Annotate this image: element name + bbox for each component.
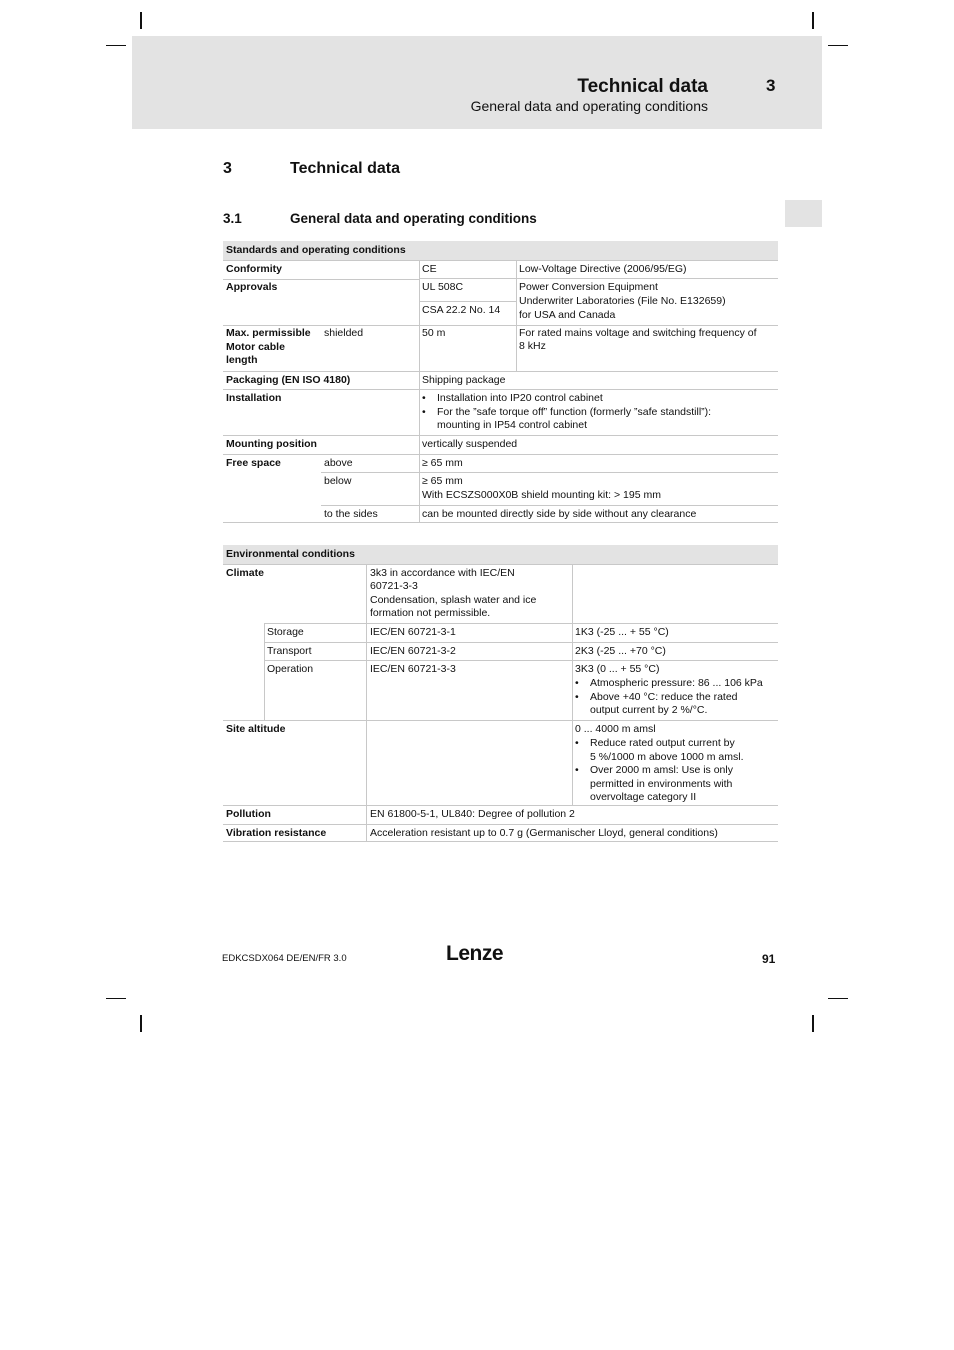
operation-label: Operation (267, 663, 314, 675)
environmental-table (223, 545, 778, 843)
vibration-value: Acceleration resistant up to 0.7 g (Germanischer Lloyd, general conditions) (370, 827, 718, 839)
packaging-label: Packaging (EN ISO 4180) (226, 374, 351, 386)
list-item: • Reduce rated output current by 5 %/1000 m above 1000 m amsl. (572, 737, 777, 764)
operation-list (572, 677, 777, 718)
list-item: • Over 2000 m amsl: Use is only permitted in environments with overvoltage category II (572, 764, 777, 805)
approvals-label: Approvals (226, 281, 278, 293)
table-heading: Standards and operating conditions (223, 241, 778, 260)
pollution-label: Pollution (226, 808, 271, 820)
page-header (132, 36, 822, 129)
mounting-value: vertically suspended (422, 438, 518, 450)
crop-mark (140, 1015, 142, 1032)
header-title: Technical data (577, 76, 708, 97)
climate-text: 60721-3-3 (370, 580, 418, 592)
packaging-value: Shipping package (422, 374, 506, 386)
list-item: • Above +40 °C: reduce the rated output current by 2 %/°C. (572, 691, 777, 718)
transport-label: Transport (267, 645, 312, 657)
approvals-code-csa: CSA 22.2 No. 14 (422, 304, 501, 316)
installation-label: Installation (226, 392, 282, 404)
motor-cable-value: 8 kHz (519, 340, 546, 352)
motor-cable-length: 50 m (422, 327, 446, 339)
storage-value: 1K3 (-25 ... + 55 °C) (575, 626, 669, 638)
storage-standard: IEC/EN 60721-3-1 (370, 626, 456, 638)
transport-standard: IEC/EN 60721-3-2 (370, 645, 456, 657)
lenze-logo: Lenze (446, 942, 504, 965)
motor-cable-value: For rated mains voltage and switching frequency of (519, 327, 757, 339)
installation-list (419, 392, 774, 433)
free-space-below-value: With ECSZS000X0B shield mounting kit: > 195 mm (422, 489, 661, 501)
standards-table (223, 241, 778, 523)
approvals-line: Power Conversion Equipment (519, 281, 658, 293)
subsection-title: General data and operating conditions (290, 211, 537, 226)
transport-value: 2K3 (-25 ... +70 °C) (575, 645, 666, 657)
crop-mark (106, 45, 126, 46)
motor-cable-label: length (226, 354, 258, 366)
operation-value: 3K3 (0 ... + 55 °C) (575, 663, 660, 675)
conformity-code: CE (422, 263, 437, 275)
altitude-value: 0 ... 4000 m amsl (575, 723, 656, 735)
vibration-label: Vibration resistance (226, 827, 327, 839)
climate-text: formation not permissible. (370, 607, 491, 619)
free-space-sides-label: to the sides (324, 508, 378, 520)
climate-text: Condensation, splash water and ice (370, 594, 537, 606)
free-space-below-label: below (324, 475, 352, 487)
list-item: • For the ”safe torque off” function (formerly ”safe standstill”): mounting in IP54 control cabinet (419, 406, 774, 433)
page-number: 91 (762, 952, 776, 966)
approvals-line: for USA and Canada (519, 309, 616, 321)
motor-cable-label: Motor cable (226, 341, 285, 353)
free-space-below-value: ≥ 65 mm (422, 475, 463, 487)
approvals-line: Underwriter Laboratories (File No. E132659) (519, 295, 726, 307)
free-space-above-label: above (324, 457, 353, 469)
list-item: • Atmospheric pressure: 86 ... 106 kPa (572, 677, 777, 691)
footer-document-id: EDKCSDX064 DE/EN/FR 3.0 (222, 953, 347, 964)
chapter-side-tab (785, 200, 822, 227)
section-title: Technical data (290, 160, 400, 177)
list-item: • Installation into IP20 control cabinet (419, 392, 774, 406)
crop-mark (828, 998, 848, 999)
section-number: 3 (223, 160, 232, 177)
crop-mark (812, 1015, 814, 1032)
header-subtitle: General data and operating conditions (470, 98, 708, 114)
free-space-above-value: ≥ 65 mm (422, 457, 463, 469)
free-space-sides-value: can be mounted directly side by side without any clearance (422, 508, 697, 520)
operation-standard: IEC/EN 60721-3-3 (370, 663, 456, 675)
conformity-label: Conformity (226, 263, 282, 275)
pollution-value: EN 61800-5-1, UL840: Degree of pollution 2 (370, 808, 575, 820)
mounting-label: Mounting position (226, 438, 317, 450)
altitude-label: Site altitude (226, 723, 286, 735)
header-chapter-number: 3 (766, 76, 776, 95)
climate-label: Climate (226, 567, 264, 579)
free-space-label: Free space (226, 457, 281, 469)
table-heading: Environmental conditions (223, 545, 778, 564)
crop-mark (140, 12, 142, 29)
approvals-code-ul: UL 508C (422, 281, 464, 293)
crop-mark (106, 998, 126, 999)
motor-cable-label: Max. permissible (226, 327, 311, 339)
crop-mark (828, 45, 848, 46)
subsection-number: 3.1 (223, 211, 242, 226)
crop-mark (812, 12, 814, 29)
conformity-value: Low-Voltage Directive (2006/95/EG) (519, 263, 687, 275)
climate-text: 3k3 in accordance with IEC/EN (370, 567, 515, 579)
storage-label: Storage (267, 626, 304, 638)
motor-cable-sub: shielded (324, 327, 364, 339)
altitude-list (572, 737, 777, 805)
